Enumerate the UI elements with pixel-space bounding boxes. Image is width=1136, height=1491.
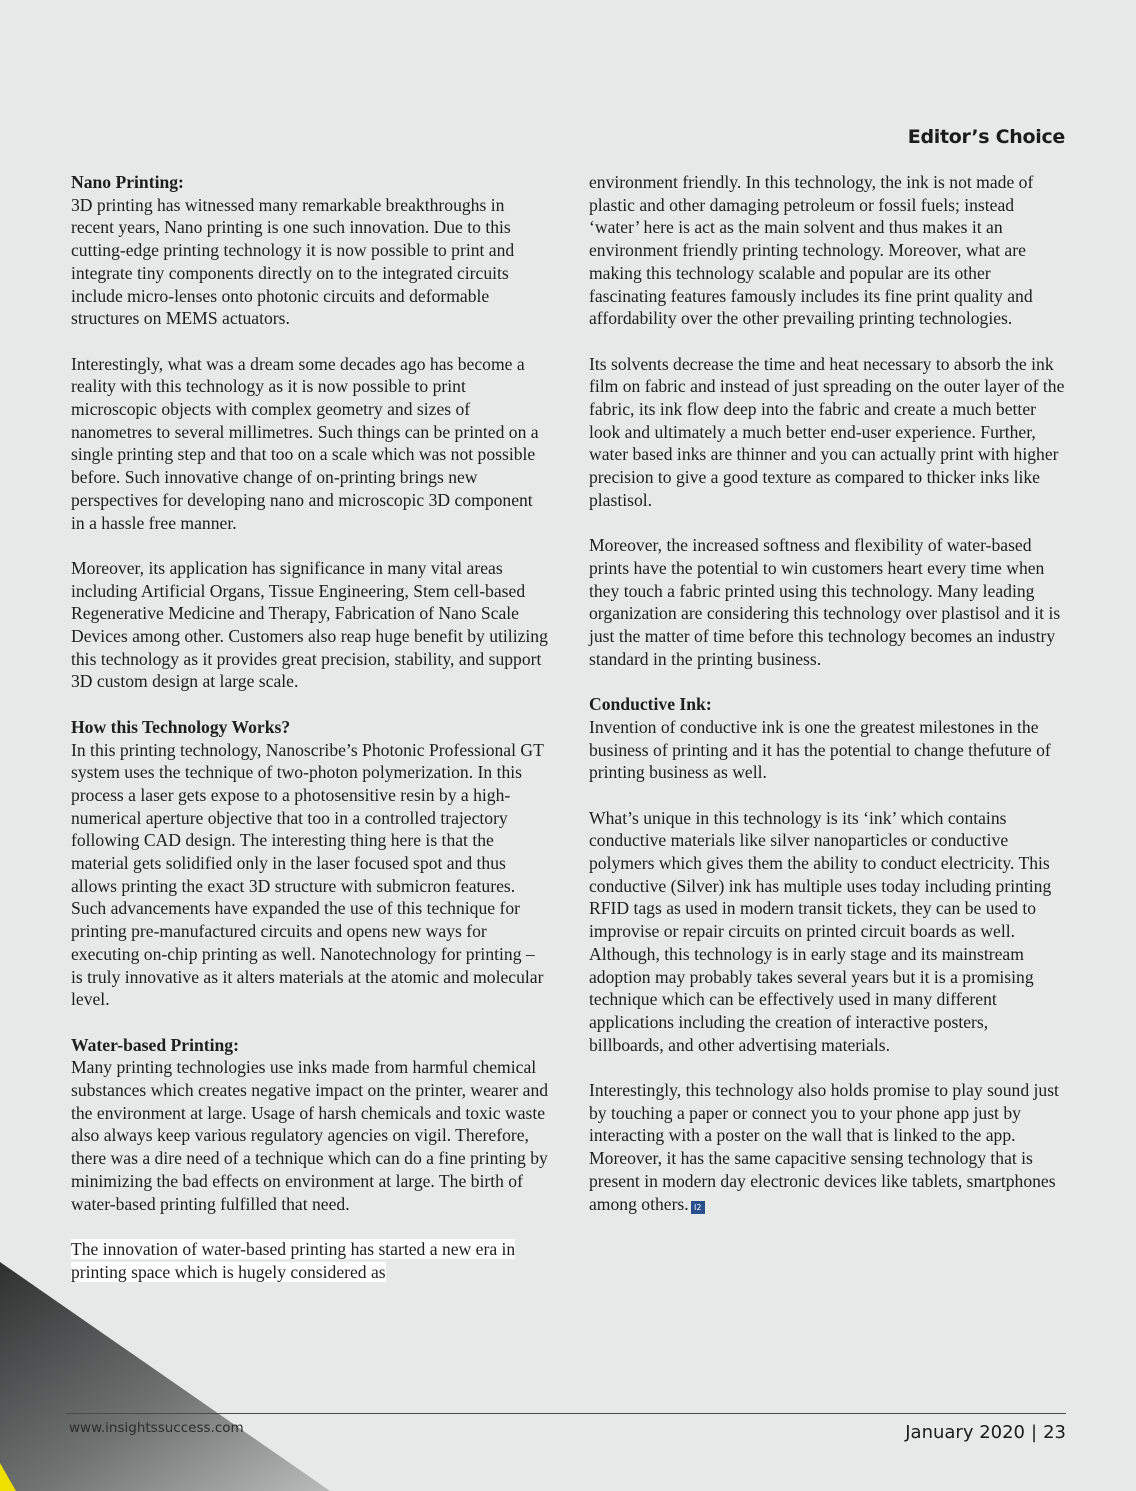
article-right-column <box>589 171 1067 1215</box>
issue-date: January 2020 <box>905 1422 1026 1443</box>
section-label: Editor’s Choice <box>907 126 1065 148</box>
paragraph: Interestingly, what was a dream some decades ago has become a reality with this technology as it is now possible to print microscopic objects with complex geometry and sizes of nanometres to several millimetres. Such things can be printed on a single printing step and that too on a scale which was not possible before. Such innovative change of on-printing brings new perspectives for developing nano and microscopic 3D component in a hassle free manner. <box>71 353 539 533</box>
paragraph-text: Interestingly, this technology also holds promise to play sound just by touching a paper or connect you to your phone app just by interacting with a poster on the wall that is linked to the app. Moreover, it has the same capacitive sensing technology that is present in modern day electronic devices like tablets, smartphones among others. <box>589 1080 1059 1214</box>
paragraph: What’s unique in this technology is its ‘ink’ which contains conductive materials like silver nanoparticles or conductive polymers which gives them the ability to conduct electricity. This conductive (Silver) ink has multiple uses today including printing RFID tags as used in modern transit tickets, they can be used to improvise or repair circuits on printed circuit boards as well. Although, this technology is in early stage and its mainstream adoption may probably takes several years but it is a promising technique which can be effectively used in many different applications including the creation of interactive posters, billboards, and other advertising materials. <box>589 807 1052 1055</box>
paragraph <box>71 1238 549 1283</box>
page-number: 23 <box>1043 1422 1066 1443</box>
footer-website-url: www.insightssuccess.com <box>69 1420 244 1436</box>
heading-how-it-works: How this Technology Works? <box>71 716 291 737</box>
corner-gray-triangle <box>0 1262 330 1491</box>
paragraph: Moreover, the increased softness and flexibility of water-based prints have the potential to win customers heart every time when they touch a fabric printed using this technology. Many leading organization are considering this technology over plastisol and it is just the matter of time before this technology becomes an industry standard in the printing business. <box>589 535 1061 669</box>
heading-nano-printing: Nano Printing: <box>71 172 184 192</box>
paragraph: Moreover, its application has significance in many vital areas including Artificial Organs, Tissue Engineering, Stem cell-based Regenerative Medicine and Therapy, Fabrication of Nano Scale Devices among other. Customers also reap huge benefit by utilizing this technology as it provides great precision, stability, and support 3D custom design at large scale. <box>71 557 548 692</box>
paragraph: 3D printing has witnessed many remarkable breakthroughs in recent years, Nano printing is one such innovation. Due to this cutting-edge printing technology it is now possible to print and integrate tiny components directly on to the integrated circuits include micro-lenses onto photonic circuits and deformable structures on MEMS actuators. <box>71 194 515 329</box>
paragraph: Many printing technologies use inks made from harmful chemical substances which creates negative impact on the printer, wearer and the environment at large. Usage of harsh chemicals and toxic waste also always keep various regulatory agencies on vigil. Therefore, there was a dire need of a technique which can do a fine printing by minimizing the bad effects on environment at large. The birth of water-based printing fulfilled that need. <box>71 1057 549 1214</box>
paragraph-final <box>589 1079 1067 1215</box>
footer-divider <box>66 1413 1066 1414</box>
paragraph: environment friendly. In this technology, the ink is not made of plastic and other damaging petroleum or fossil fuels; instead ‘water’ here is act as the main solvent and thus makes it an environment friendly printing technology. Moreover, what are making this technology scalable and popular are its other fascinating features famously includes its fine print quality and affordability over the other prevailing printing technologies. <box>589 172 1034 329</box>
article-left-column <box>71 171 549 1283</box>
paragraph: In this printing technology, Nanoscribe’s Photonic Professional GT system uses the technique of two-photon polymerization. In this process a laser gets expose to a photosensitive resin by a high-numerical aperture objective that too in a controlled trajectory following CAD design. The interesting thing here is that the material gets solidified only in the laser focused spot and thus allows printing the exact 3D structure with submicron features. Such advancements have expanded the use of this technique for printing pre-manufactured circuits and opens new ways for executing on-chip printing as well. Nanotechnology for printing – is truly innovative as it alters materials at the atomic and molecular level. <box>71 739 544 1010</box>
footer-separator: | <box>1031 1422 1038 1443</box>
end-of-article-icon: I2 <box>691 1201 705 1214</box>
paragraph: Invention of conductive ink is one the greatest milestones in the business of printing and it has the potential to change thefuture of printing business as well. <box>589 716 1051 783</box>
paragraph: Its solvents decrease the time and heat necessary to absorb the ink film on fabric and instead of just spreading on the outer layer of the fabric, its ink flow deep into the fabric and create a much better look and ultimately a much better end-user experience. Further, water based inks are thinner and you can actually print with higher precision to give a good texture as compared to thicker inks like plastisol. <box>589 353 1065 510</box>
heading-water-based-printing: Water-based Printing: <box>71 1034 239 1055</box>
paragraph-text: The innovation of water-based printing has started a new era in printing space which is hugely considered as <box>71 1238 516 1282</box>
footer-issue-info <box>905 1422 1066 1443</box>
heading-conductive-ink: Conductive Ink: <box>589 694 712 715</box>
